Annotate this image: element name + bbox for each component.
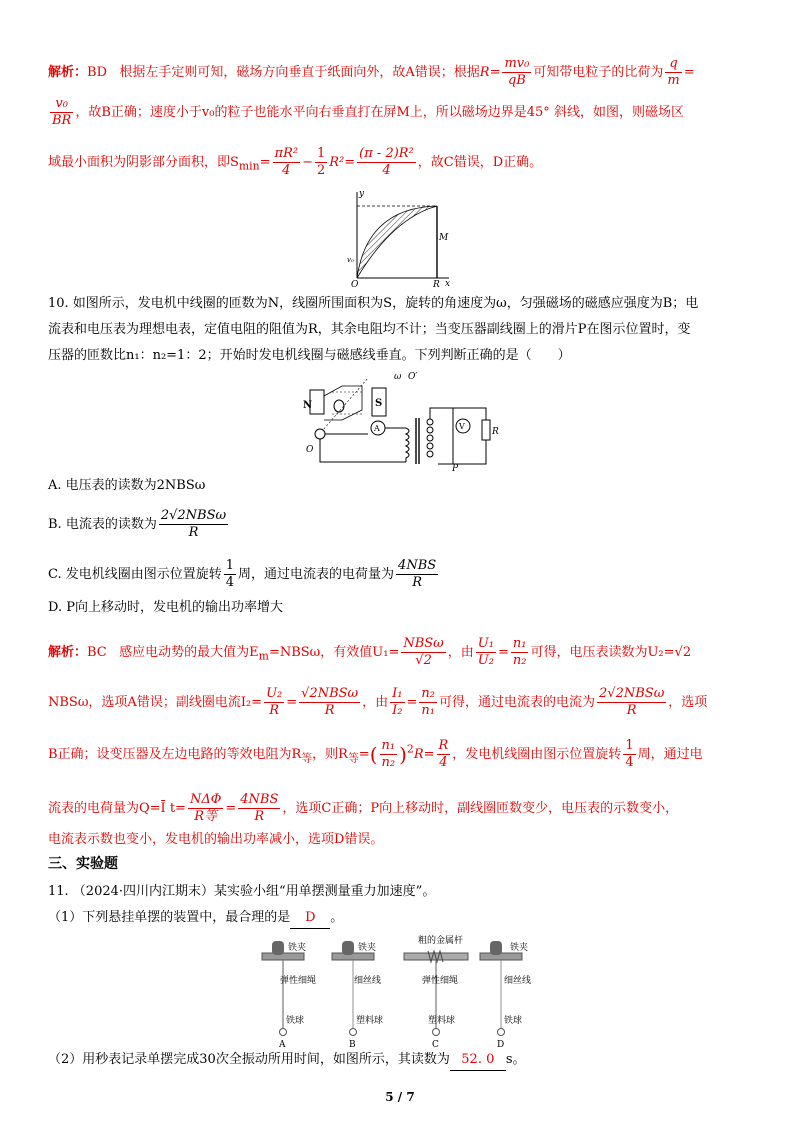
label-v: V [459,422,465,431]
fraction: $\frac{\text{U₂}}{R}$ [266,686,283,718]
svg-text:细丝线: 细丝线 [354,976,382,986]
resistor-r [482,420,490,440]
label-o-prime: O′ [408,372,418,382]
svg-text:B: B [349,1040,356,1050]
answer-blank: 52. 0 [450,1050,506,1071]
question-11-part-1: （1）下列悬挂单摆的装置中，最合理的是 D 。 [48,908,752,929]
fraction: $\frac{\text{mv₀}}{qB}$ [504,56,530,88]
fraction: $\frac{\text{2√2NBSω}}{R}$ [160,508,227,540]
fraction: $\frac{\text{n₂}}{\text{n₁}}$ [421,686,436,718]
solution-10-line-4: 流表的电荷量为Q=Ī t= $\frac{\text{NΔΦ}}{\text{R等}}$ = $\frac{\text{4NBS}}{R}$ ，选项C正确；P向上移动时，副线圈匝数变少，电压表的示数变小， [48,792,679,824]
option-c: C. 发电机线圈由图示位置旋转 $\frac{1}{4}$ 周，通过电流表的电荷量为 $\frac{\text{4NBS}}{R}$ [48,558,437,590]
option-a: A. 电压表的读数为2NBSω [48,478,206,493]
fraction: $\frac{\text{NΔΦ}}{\text{R等}}$ [189,792,222,824]
question-11-stem: 11. （2024·四川内江期末）某实验小组“用单摆测量重力加速度”。 [48,884,436,899]
setup-a [262,941,316,1050]
solution-9-line-3: 域最小面积为阴影部分面积，即$S_{min}=$ $\frac{\text{πR²}}{4}$ − $\frac{1}{2}$ R²= $\frac{\text{(π - 2)R²}}{4}$ ，故C错误，D正确。 [48,146,543,178]
svg-text:铁夹: 铁夹 [358,943,377,953]
fraction: $\frac{\text{I₁}}{\text{I₂}}$ [392,686,403,718]
fraction: $\frac{\text{πR²}}{4}$ [274,146,299,178]
section-heading: 三、实验题 [48,856,118,872]
fraction: $\frac{\text{n₁}}{\text{n₂}}$ [381,738,396,770]
solution-9-line-1: 解析：BD 根据左手定则可知，磁场方向垂直于纸面向外，故A错误；根据R= $\frac{\text{mv₀}}{qB}$ 可知带电粒子的比荷为 $\frac{q}{m}$ = [48,56,695,88]
label-p: P [452,464,459,474]
svg-text:铁球: 铁球 [286,1016,305,1026]
fraction: $\frac{\text{NBSω}}{√2}$ [403,636,444,668]
label-r: R [433,280,440,290]
question-11-part-2: （2）用秒表记录单摆完成30次全振动所用时间，如图所示，其读数为 52. 0 s。 [48,1050,752,1071]
solution-10-line-3: B正确；设变压器及左边电路的等效电阻为$R_等$，则$R_等=$( $\frac{\text{n₁}}{\text{n₂}}$ )$^2$R= $\frac{R}{4}$ ，发电机线圈由图示位置旋转 $\frac{1}{4}$ 周，通过电 [48,738,703,770]
fraction: $\frac{R}{4}$ [438,738,449,770]
fraction: $\frac{\text{2√2NBSω}}{R}$ [599,686,665,718]
label-r: R [492,427,499,437]
figure-magnetic-region [345,188,455,288]
svg-text:塑料球: 塑料球 [428,1016,456,1026]
svg-text:铁夹: 铁夹 [288,943,307,953]
slip-ring [315,429,325,439]
fraction: $\frac{\text{(π - 2)R²}}{4}$ [359,146,414,178]
setup-d [480,941,531,1050]
question-10-line-2: 流表和电压表为理想电表，定值电阻的阻值为R，其余电阻均不计；当变压器副线圈上的滑片P在图示位置时，变 [48,322,691,337]
svg-text:粗的金属杆: 粗的金属杆 [418,936,464,946]
fraction: $\frac{\text{√2NBSω}}{R}$ [301,686,359,718]
answer-blank: D [290,908,330,929]
fraction: $\frac{q}{m}$ [667,56,680,88]
svg-text:D: D [497,1040,505,1050]
fraction: $\frac{\text{4NBS}}{R}$ [240,792,279,824]
svg-text:C: C [432,1040,439,1050]
svg-text:弹性细绳: 弹性细绳 [422,976,459,986]
shaded-region [357,206,437,278]
svg-text:塑料球: 塑料球 [356,1016,384,1026]
label-o: O [351,280,359,290]
page-number: 5 / 7 [385,1090,415,1104]
solution-10-line-5: 电流表示数也变小，发电机的输出功率减小，选项D错误。 [48,832,384,847]
question-10-line-3: 压器的匝数比n₁：n₂=1：2；开始时发电机线圈与磁感线垂直。下列判断正确的是（ ） [48,348,571,363]
label-m: M [439,233,449,243]
label-o: O [306,445,314,455]
primary-coil [406,428,409,462]
figure-pendulum-setups [258,933,548,1049]
label-v0: v₀ [347,256,354,264]
label-s: S [375,398,383,409]
svg-text:弹性细绳: 弹性细绳 [280,976,317,986]
solution-10-line-1: 解析：BC 感应电动势的最大值为$E_m=NBS\omega$，有效值U₁= $\frac{\text{NBSω}}{√2}$ ，由 $\frac{\text{U₁}}{\text{U₂}}$ = $\frac{\text{n₁}}{\text{n₂}}$ 可得，电压表读数为U₂=√2 [48,636,692,668]
fraction: $\frac{\text{U₁}}{\text{U₂}}$ [477,636,494,668]
svg-text:细丝线: 细丝线 [504,976,532,986]
label-x: x [445,279,451,289]
solution-9-line-2: $\frac{\text{v₀}}{BR}$ ，故B正确；速度小于v₀的粒子也能水平向右垂直打在屏M上，所以磁场边界是45° 斜线，如图，则磁场区 [52,96,684,128]
svg-text:铁夹: 铁夹 [510,943,529,953]
fraction: $\frac{\text{4NBS}}{R}$ [398,558,437,590]
option-b: B. 电流表的读数为 $\frac{\text{2√2NBSω}}{R}$ [48,508,227,540]
svg-text:铁球: 铁球 [504,1016,523,1026]
label-a: A [374,424,380,433]
svg-text:A: A [279,1040,286,1050]
fraction: $\frac{\text{n₁}}{\text{n₂}}$ [512,636,527,668]
question-10-line-1: 10. 如图所示，发电机中线圈的匝数为N，线圈所围面积为S，旋转的角速度为ω，匀强磁场的磁感应强度为B；电 [48,296,699,311]
option-d: D. P向上移动时，发电机的输出功率增大 [48,600,283,615]
solution-10-line-2: NBSω，选项A错误；副线圈电流I₂= $\frac{\text{U₂}}{R}$ = $\frac{\text{√2NBSω}}{R}$ ，由 $\frac{\text{I₁}}{\text{I₂}}$ = $\frac{\text{n₂}}{\text{n₁}}$ 可得，通过电流表的电流为 $\frac{\text{2√2NBSω}}{R}$ ，选项 [48,686,708,718]
setup-c [404,934,468,1050]
fraction: $\frac{1}{4}$ [225,558,235,590]
fraction: $\frac{1}{2}$ [316,146,326,178]
label-n: N [303,400,313,411]
figure-generator-transformer [298,368,498,472]
setup-b [332,941,383,1050]
label-omega: ω [394,372,402,382]
fraction: $\frac{\text{v₀}}{BR}$ [52,96,72,128]
label-y: y [359,189,365,199]
fraction: $\frac{1}{4}$ [625,738,634,770]
